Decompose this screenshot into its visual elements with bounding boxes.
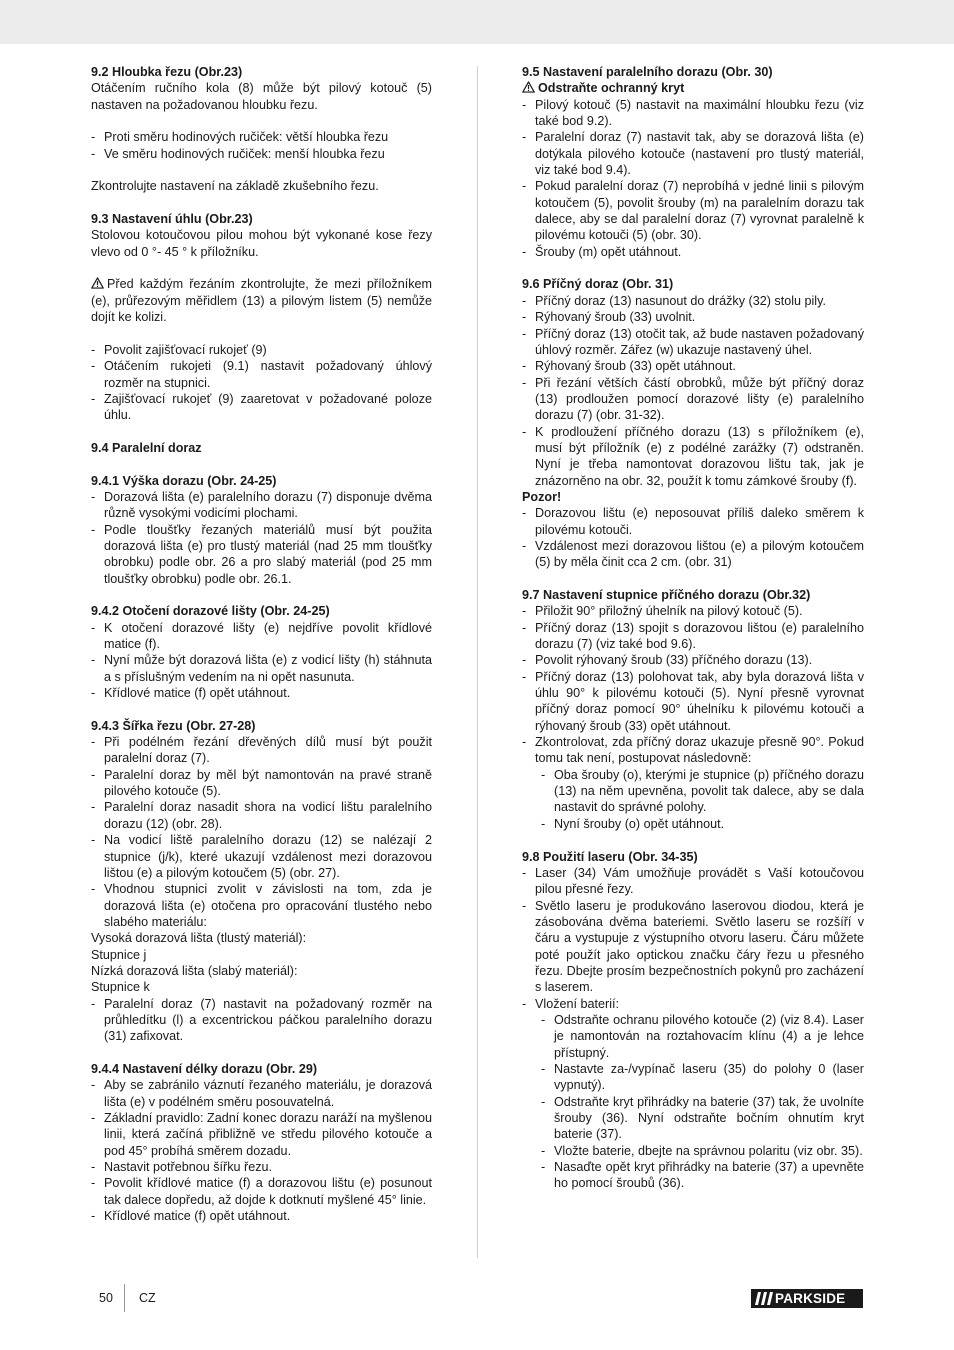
list-item: - Povolit rýhovaný šroub (33) příčného dorazu (13). <box>522 652 864 668</box>
text-line: Nízká dorazová lišta (slabý materiál): <box>91 963 298 978</box>
list-item: - Podle tloušťky řezaných materiálů musí být použita dorazová lišta (e) pro tlustý materiál (nad 25 mm tloušťky obrobku) podle obr. 26 a pro slabý materiál (pod 25 mm tloušťky obrobku) podle obr. 26.1. <box>91 522 432 587</box>
list-item: - Nyní může být dorazová lišta (e) z vodicí lišty (h) stáhnuta a s příslušným vedením na ni opět nasunuta. <box>91 652 432 685</box>
list-item: - Pilový kotouč (5) nastavit na maximální hloubku řezu (viz také bod 9.2). <box>522 97 864 130</box>
list-9-6b <box>522 505 864 570</box>
warning-icon <box>91 277 104 289</box>
sublist-item: - Odstraňte kryt přihrádky na baterie (37) tak, že uvolníte šrouby (36). Nyní odstraňte bočním ohnutím kryt baterie (37). <box>535 1094 864 1143</box>
section-title-9-7: 9.7 Nastavení stupnice příčného dorazu (Obr.32) <box>522 588 811 602</box>
sublist-item: - Nastavte za-/vypínač laseru (35) do polohy 0 (laser vypnutý). <box>535 1061 864 1094</box>
list-9-6 <box>522 293 864 489</box>
list-9-7 <box>522 603 864 766</box>
sublist-item: - Nyní šrouby (o) opět utáhnout. <box>535 816 864 832</box>
list-9-4-3b <box>91 996 432 1045</box>
text-line: Stupnice k <box>91 980 150 995</box>
warning-9-3 <box>91 276 432 325</box>
sublist-item: - Vložte baterie, dbejte na správnou polaritu (viz obr. 35). <box>535 1143 864 1159</box>
list-item: - Rýhovaný šroub (33) uvolnit. <box>522 309 864 325</box>
list-item: - Základní pravidlo: Zadní konec dorazu naráží na myšlenou linii, která začíná přibližně ve středu pilového kotouče a pod 45° probíhá směrem dozadu. <box>91 1110 432 1159</box>
list-item: - Křídlové matice (f) opět utáhnout. <box>91 685 432 701</box>
list-item: - Zajišťovací rukojeť (9) zaaretovat v požadované poloze úhlu. <box>91 391 432 424</box>
section-title-9-3: 9.3 Nastavení úhlu (Obr.23) <box>91 212 253 227</box>
warning-text: Odstraňte ochranný kryt <box>538 81 685 96</box>
list-item: - Vhodnou stupnici zvolit v závislosti na tom, zda je dorazová lišta (e) otočena pro opracování tlustého nebo slabého materiálu: <box>91 881 432 930</box>
list-item: - Paralelní doraz nasadit shora na vodicí lištu paralelního dorazu (12) (obr. 28). <box>91 799 432 832</box>
list-item: - Příčný doraz (13) spojit s dorazovou lištou (e) paralelního dorazu (7) (viz také bod 9.6). <box>522 620 864 653</box>
section-title-9-4: 9.4 Paralelní doraz <box>91 440 202 455</box>
section-title-9-5: 9.5 Nastavení paralelního dorazu (Obr. 30) <box>522 65 773 79</box>
list-9-5 <box>522 97 864 260</box>
list-item: - Na vodicí liště paralelního dorazu (12) se nalézají 2 stupnice (j/k), které ukazují vzdálenost mezi dorazovou lištou (e) a pilovým kotoučem (5) (obr. 27). <box>91 832 432 881</box>
list-item: - Povolit zajišťovací rukojeť (9) <box>91 342 432 358</box>
list-item: - Vložení baterií: <box>522 996 864 1012</box>
sublist-item: - Oba šrouby (o), kterými je stupnice (p) příčného dorazu (13) na něm upevněna, povolit tak dalece, aby se dala nastavit do správné polohy. <box>535 767 864 816</box>
footer-divider <box>124 1284 125 1312</box>
list-item: - Ve směru hodinových ručiček: menší hloubka řezu <box>91 146 432 162</box>
list-9-2 <box>91 129 432 162</box>
section-title-9-4-3: 9.4.3 Šířka řezu (Obr. 27-28) <box>91 718 256 733</box>
text-line: Vysoká dorazová lišta (tlustý materiál): <box>91 931 307 946</box>
caution-label: Pozor! <box>522 489 562 504</box>
list-item: - K otočení dorazové lišty (e) nejdříve povolit křídlové matice (f). <box>91 620 432 653</box>
list-item: - Vzdálenost mezi dorazovou lištou (e) a pilovým kotoučem (5) by měla činit cca 2 cm. (obr. 31) <box>522 538 864 571</box>
list-item: - Příčný doraz (13) nasunout do drážky (32) stolu pily. <box>522 293 864 309</box>
list-item: - Dorazová lišta (e) paralelního dorazu (7) disponuje dvěma různě vysokými vodicími plochami. <box>91 489 432 522</box>
list-item: - Přiložit 90° přiložný úhelník na pilový kotouč (5). <box>522 603 864 619</box>
sublist-9-7 <box>522 767 864 832</box>
note-9-2: Zkontrolujte nastavení na základě zkušebního řezu. <box>91 179 379 194</box>
section-title-9-2: 9.2 Hloubka řezu (Obr.23) <box>91 65 243 79</box>
warning-text: Před každým řezáním zkontrolujte, že mezi příložníkem (e), průřezovým měřidlem (13) a pilovým listem (5) nemůže dojít ke kolizi. <box>91 277 432 325</box>
list-9-4-2 <box>91 620 432 702</box>
list-item: - Příčný doraz (13) otočit tak, až bude nastaven požadovaný úhlový rozměr. Zářez (w) ukazuje nastavený úhel. <box>522 326 864 359</box>
list-item: - Světlo laseru je produkováno laserovou diodou, která je zásobována dvěma bateriemi. Světlo laseru se rozšíří v čáru a vystupuje z výstupního otvoru laseru. Čáru můžete poté použít jako optickou značku čáry řezu u přesného řezu. Dbejte prosím bezpečnostních pokynů pro zacházení s laserem. <box>522 898 864 996</box>
list-item: - Příčný doraz (13) polohovat tak, aby byla dorazová lišta v úhlu 90° k pilovému kotouči (5). Nyní přesně vyrovnat příčný doraz pomocí 90° úhelníku k pilovému kotouči a rýhovaný šroub (33) opět utáhnout. <box>522 669 864 734</box>
right-column <box>522 64 864 1192</box>
list-item: - Paralelní doraz by měl být namontován na pravé straně pilového kotouče (5). <box>91 767 432 800</box>
column-divider <box>477 66 478 1258</box>
language-code: CZ <box>139 1291 156 1305</box>
sublist-item: - Odstraňte ochranu pilového kotouče (2) (viz 8.4). Laser je namontován na roztahovacím klínu (4) a je lehce přístupný. <box>535 1012 864 1061</box>
list-item: - Nastavit potřebnou šířku řezu. <box>91 1159 432 1175</box>
warning-icon <box>522 81 535 93</box>
list-item: - Laser (34) Vám umožňuje provádět s Vaší kotoučovou pilou přesné řezy. <box>522 865 864 898</box>
section-text-9-3: Stolovou kotoučovou pilou mohou být vykonané kose řezy vlevo od 0 °- 45 ° k příložníku. <box>91 228 432 259</box>
list-item: - Aby se zabránilo váznutí řezaného materiálu, je dorazová lišta (e) v podélném směru posouvatelná. <box>91 1077 432 1110</box>
list-item: - Šrouby (m) opět utáhnout. <box>522 244 864 260</box>
list-item: - Proti směru hodinových ručiček: větší hloubka řezu <box>91 129 432 145</box>
section-title-9-4-4: 9.4.4 Nastavení délky dorazu (Obr. 29) <box>91 1061 318 1076</box>
list-item: - Zkontrolovat, zda příčný doraz ukazuje přesně 90°. Pokud tomu tak není, postupovat následovně: <box>522 734 864 767</box>
list-item: - Křídlové matice (f) opět utáhnout. <box>91 1208 432 1224</box>
top-bar <box>0 0 954 44</box>
parkside-logo <box>751 1289 863 1308</box>
list-9-4-3 <box>91 734 432 930</box>
section-text-9-2: Otáčením ručního kola (8) může být pilový kotouč (5) nastaven na požadovanou hloubku řezu. <box>91 81 432 112</box>
list-item: - Povolit křídlové matice (f) a dorazovou lištu (e) posunout tak dalece dopředu, až dojde k dotknutí myšlené 45° linie. <box>91 1175 432 1208</box>
list-item: - Při podélném řezání dřevěných dílů musí být použit paralelní doraz (7). <box>91 734 432 767</box>
logo-stripes-icon <box>755 1292 775 1305</box>
section-title-9-6: 9.6 Příčný doraz (Obr. 31) <box>522 277 674 292</box>
left-column <box>91 64 432 1224</box>
list-item: - Dorazovou lištu (e) neposouvat příliš daleko směrem k pilovému kotouči. <box>522 505 864 538</box>
text-line: Stupnice j <box>91 947 147 962</box>
section-title-9-4-2: 9.4.2 Otočení dorazové lišty (Obr. 24-25) <box>91 604 330 619</box>
list-9-8 <box>522 865 864 1012</box>
list-item: - Rýhovaný šroub (33) opět utáhnout. <box>522 358 864 374</box>
list-9-4-4 <box>91 1077 432 1224</box>
section-title-9-4-1: 9.4.1 Výška dorazu (Obr. 24-25) <box>91 473 277 488</box>
page-number: 50 <box>99 1291 113 1305</box>
list-item: - Při řezání větších částí obrobků, může být příčný doraz (13) prodloužen pomocí dorazové lišty (e) paralelního dorazu (7) (obr. 31-32). <box>522 375 864 424</box>
list-9-4-1 <box>91 489 432 587</box>
logo-text: PARKSIDE <box>775 1291 846 1306</box>
list-item: - K prodloužení příčného dorazu (13) s příložníkem (e), musí být příložník (e) z podélné zarážky (7) odstraněn. Nyní je třeba namontovat dorazovou lištu tak, jak je znázorněno na obr. 32, použít k tomu zámkové šrouby (f). <box>522 424 864 489</box>
list-item: - Paralelní doraz (7) nastavit tak, aby se dorazová lišta (e) dotýkala pilového kotouče (nastavení pro tlustý materiál, viz také bod 9.4). <box>522 129 864 178</box>
sublist-9-8 <box>522 1012 864 1192</box>
list-item: - Paralelní doraz (7) nastavit na požadovaný rozměr na průhledítku (l) a excentrickou páčkou paralelního dorazu (31) zafixovat. <box>91 996 432 1045</box>
list-item: - Pokud paralelní doraz (7) neprobíhá v jedné linii s pilovým kotoučem (5), povolit šrouby (m) na paralelním dorazu tak dalece, aby se dal paralelní doraz (7) vyrovnat paralelně k pilovému kotouči (5) (obr. 30). <box>522 178 864 243</box>
list-9-3 <box>91 342 432 424</box>
sublist-item: - Nasaďte opět kryt přihrádky na baterie (37) a upevněte ho pomocí šroubů (36). <box>535 1159 864 1192</box>
section-title-9-8: 9.8 Použití laseru (Obr. 34-35) <box>522 849 698 864</box>
warning-9-5 <box>522 80 864 96</box>
list-item: - Otáčením rukojeti (9.1) nastavit požadovaný úhlový rozměr na stupnici. <box>91 358 432 391</box>
